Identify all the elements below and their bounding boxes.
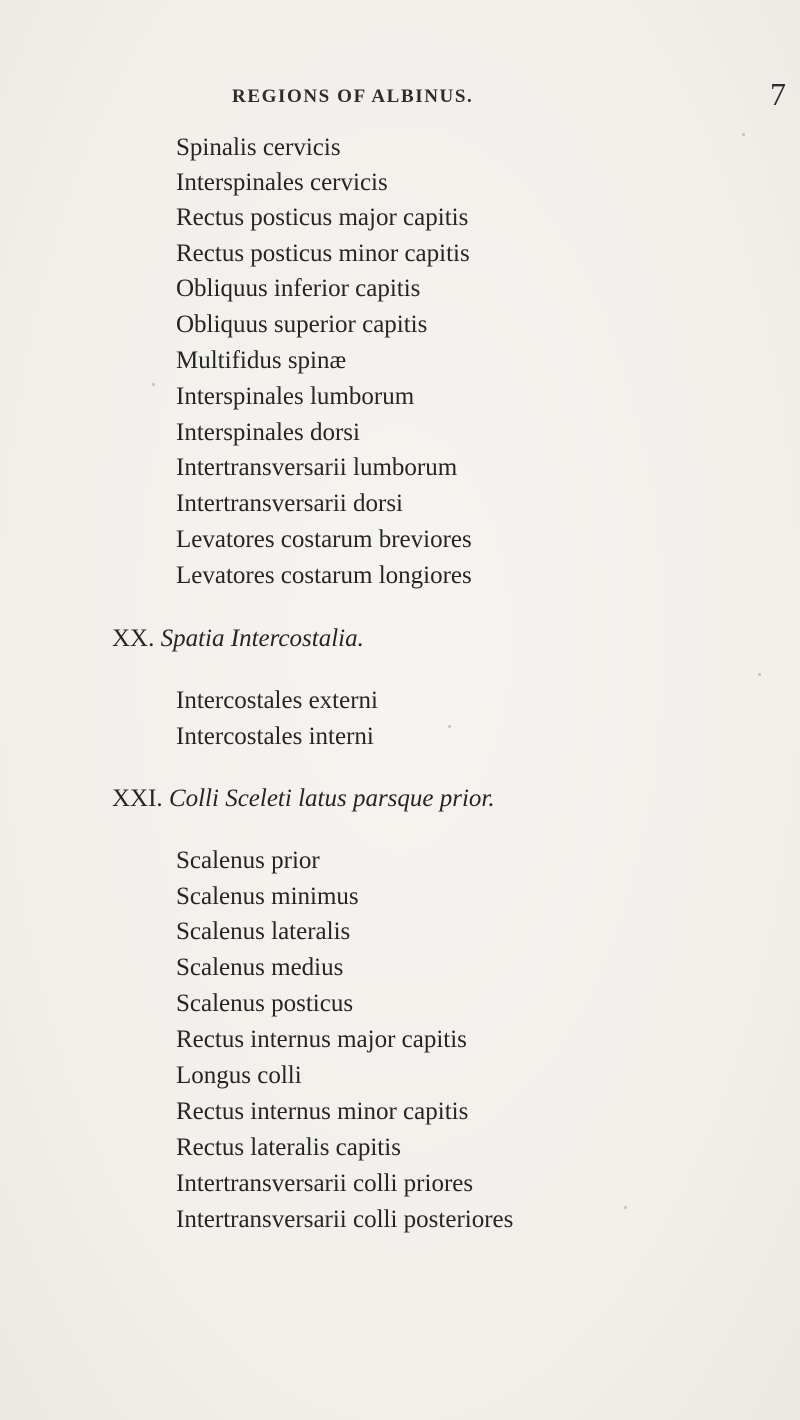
- list-item: Intercostales externi: [176, 687, 378, 714]
- list-item: Interspinales lumborum: [176, 383, 415, 410]
- list-item: Intertransversarii colli priores: [176, 1170, 474, 1197]
- paper-speck: [448, 725, 451, 728]
- list-item: Longus colli: [176, 1062, 302, 1089]
- list-item: Rectus lateralis capitis: [176, 1134, 401, 1161]
- list-item: Scalenus prior: [176, 847, 320, 874]
- page-number: 7: [770, 76, 786, 112]
- list-item: Spinalis cervicis: [176, 134, 341, 161]
- list-item: Levatores costarum longiores: [176, 562, 472, 589]
- section-title: Spatia Intercostalia.: [160, 625, 364, 652]
- list-item: Intercostales interni: [176, 723, 374, 750]
- list-item: Rectus posticus major capitis: [176, 204, 469, 231]
- list-item: Scalenus posticus: [176, 990, 354, 1017]
- list-item: Obliquus inferior capitis: [176, 275, 421, 302]
- list-item: Multifidus spinæ: [176, 347, 347, 374]
- list-item: Interspinales dorsi: [176, 419, 360, 446]
- list-item: Intertransversarii lumborum: [176, 454, 458, 481]
- paper-speck: [758, 673, 761, 676]
- paper-speck: [152, 383, 155, 386]
- list-item: Intertransversarii dorsi: [176, 490, 404, 517]
- section-title: Colli Sceleti latus parsque prior.: [168, 785, 495, 812]
- list-item: Scalenus medius: [176, 954, 344, 981]
- list-item: Intertransversarii colli posteriores: [176, 1206, 514, 1233]
- section-numeral: XXI.: [112, 785, 163, 812]
- list-item: Rectus posticus minor capitis: [176, 240, 470, 267]
- section-numeral: XX.: [112, 625, 155, 652]
- list-item: Rectus internus major capitis: [176, 1026, 467, 1053]
- running-head: REGIONS OF ALBINUS.: [232, 86, 474, 107]
- paper-speck: [624, 1206, 627, 1209]
- section-heading-xx: [112, 624, 364, 654]
- paper-speck: [742, 133, 745, 136]
- list-item: Rectus internus minor capitis: [176, 1098, 469, 1125]
- list-item: Scalenus lateralis: [176, 918, 351, 945]
- list-item: Interspinales cervicis: [176, 169, 388, 196]
- list-item: Scalenus minimus: [176, 883, 359, 910]
- section-heading-xxi: [112, 784, 495, 814]
- list-item: Obliquus superior capitis: [176, 311, 428, 338]
- list-item: Levatores costarum breviores: [176, 526, 472, 553]
